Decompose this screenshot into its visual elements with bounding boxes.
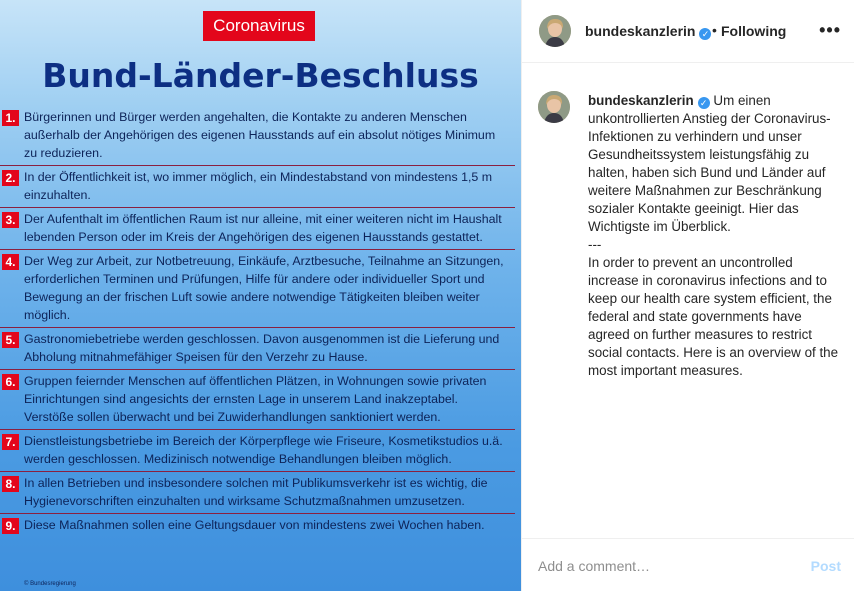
measure-number: 7. xyxy=(2,434,19,450)
measure-number: 3. xyxy=(2,212,19,228)
post-header xyxy=(522,0,854,63)
measure-number: 6. xyxy=(2,374,19,390)
verified-badge-icon: ✓ xyxy=(699,28,711,40)
following-button[interactable]: Following xyxy=(721,23,787,39)
profile-photo-icon xyxy=(539,15,571,47)
measure-text: Der Aufenthalt im öffentlichen Raum ist nur alleine, mit einer weiteren nicht im Haushalt lebenden Person oder im Kreis der Angehörigen des eigenen Hausstands gestattet. xyxy=(24,212,502,244)
measures-list xyxy=(0,106,521,537)
measure-number: 5. xyxy=(2,332,19,348)
profile-photo-icon xyxy=(538,91,570,123)
image-copyright: © Bundesregierung xyxy=(24,581,76,587)
header-username[interactable]: bundeskanzlerin ✓ xyxy=(585,23,711,40)
measure-text: Diese Maßnahmen sollen eine Geltungsdauer von mindestens zwei Wochen haben. xyxy=(24,518,485,532)
measure-text: Gruppen feiernder Menschen auf öffentlichen Plätzen, in Wohnungen sowie privaten Einrichtungen sind angesichts der ernsten Lage in unserem Land inakzeptabel. Verstöße sollen überwacht und bei Zuwiderhandlungen sanktioniert werden. xyxy=(24,374,487,424)
measure-text: Gastronomiebetriebe werden geschlossen. Davon ausgenommen ist die Lieferung und Abholung mitnahmefähiger Speisen für den Verzehr zu Hause. xyxy=(24,332,500,364)
measure-text: Bürgerinnen und Bürger werden angehalten, die Kontakte zu anderen Menschen außerhalb der Angehörigen des eigenen Hausstands auf ein absolut nötiges Minimum zu reduzieren. xyxy=(24,110,496,160)
measure-text: Dienstleistungsbetriebe im Bereich der Körperpflege wie Friseure, Kosmetikstudios u.ä. werden geschlossen. Medizinisch notwendige Behandlungen bleiben möglich. xyxy=(24,434,503,466)
measure-number: 8. xyxy=(2,476,19,492)
measure-item xyxy=(0,166,515,208)
post-caption xyxy=(588,92,840,380)
measure-number: 2. xyxy=(2,170,19,186)
comment-input[interactable] xyxy=(538,558,778,574)
measure-item xyxy=(0,370,515,430)
measure-number: 1. xyxy=(2,110,19,126)
measure-item xyxy=(0,106,515,166)
coronavirus-badge: Coronavirus xyxy=(203,11,315,41)
more-options-icon[interactable]: ••• xyxy=(819,20,841,40)
image-headline: Bund-Länder-Beschluss xyxy=(42,56,479,95)
measure-text: Der Weg zur Arbeit, zur Notbetreuung, Einkäufe, Arztbesuche, Teilnahme an Sitzungen, erforderlichen Terminen und Prüfungen, Hilfe für andere oder individueller Sport und Bewegung an der frischen Luft sowie andere notwendige Tätigkeiten bleiben weiter möglich. xyxy=(24,254,504,322)
caption-username[interactable]: bundeskanzlerin xyxy=(588,93,694,108)
measure-item xyxy=(0,250,515,328)
post-sidebar xyxy=(521,0,854,591)
measure-number: 4. xyxy=(2,254,19,270)
separator-dot: • xyxy=(712,22,717,38)
caption-text: Um einen unkontrollierten Anstieg der Coronavirus-Infektionen zu verhindern und unser Gesundheitssystem leistungsfähig zu halten, haben sich Bund und Länder auf weitere Maßnahmen zur Beschränkung sozialer Kontakte geeinigt. Hier das Wichtigste im Überblick. --- In order to prevent an uncontrolled increase in coronavirus infections and to keep our health care system efficient, the federal and state governments have agreed on further measures to restrict social contacts. Here is an overview of the most important measures. xyxy=(588,93,839,378)
post-comment-button[interactable]: Post xyxy=(810,558,841,574)
caption-avatar[interactable] xyxy=(538,91,570,123)
measure-item xyxy=(0,514,515,537)
measure-item xyxy=(0,208,515,250)
comment-bar xyxy=(522,538,854,592)
measure-item xyxy=(0,430,515,472)
verified-badge-icon: ✓ xyxy=(698,97,710,109)
measure-item xyxy=(0,472,515,514)
measure-number: 9. xyxy=(2,518,19,534)
measure-text: In allen Betrieben und insbesondere solchen mit Publikumsverkehr ist es wichtig, die Hygienevorschriften einzuhalten und wirksame Schutzmaßnahmen umzusetzen. xyxy=(24,476,488,508)
measure-item xyxy=(0,328,515,370)
avatar[interactable] xyxy=(539,15,571,47)
measure-text: In der Öffentlichkeit ist, wo immer möglich, ein Mindestabstand von mindestens 1,5 m einzuhalten. xyxy=(24,170,493,202)
